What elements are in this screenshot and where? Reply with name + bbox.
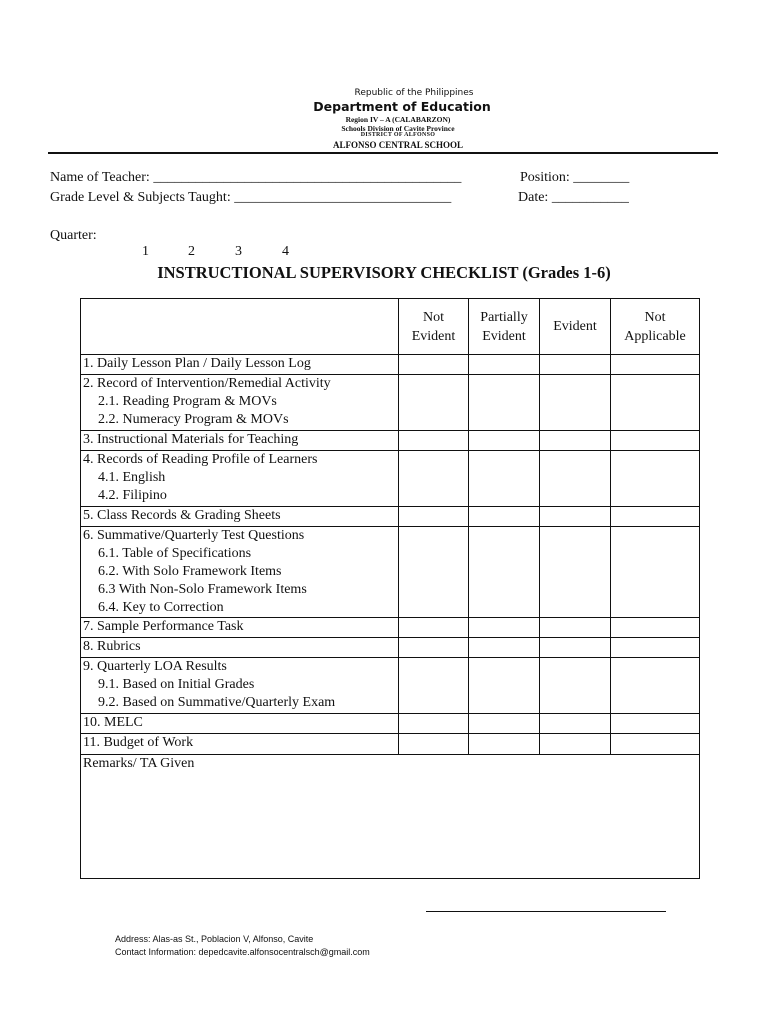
checklist-item-cell (81, 355, 399, 375)
not-applicable-checkbox-cell[interactable] (611, 355, 700, 375)
not-applicable-checkbox-cell[interactable] (611, 375, 700, 431)
checklist-item-label: 5. Class Records & Grading Sheets (83, 508, 281, 523)
checklist-item-cell (81, 375, 399, 431)
checklist-row (81, 355, 700, 375)
checklist-row (81, 714, 700, 734)
partially-evident-header-line2: Evident (482, 328, 526, 344)
partially-evident-checkbox-cell[interactable] (469, 527, 540, 618)
not-evident-checkbox-cell[interactable] (399, 638, 469, 658)
evident-checkbox-cell[interactable] (540, 355, 611, 375)
region-heading: Region IV – A (CALABARZON) (345, 115, 451, 124)
checklist-item-cell (81, 618, 399, 638)
evident-checkbox-cell[interactable] (540, 431, 611, 451)
checklist-subitem-label: 4.1. English (98, 470, 166, 485)
not-applicable-checkbox-cell[interactable] (611, 451, 700, 507)
not-applicable-checkbox-cell[interactable] (611, 618, 700, 638)
district-heading: DISTRICT OF ALFONSO (360, 132, 436, 138)
checklist-subitem-label: 2.2. Numeracy Program & MOVs (98, 412, 289, 427)
checklist-row (81, 375, 700, 431)
checklist-item-cell (81, 638, 399, 658)
not-applicable-checkbox-cell[interactable] (611, 638, 700, 658)
not-evident-checkbox-cell[interactable] (399, 355, 469, 375)
teacher-name-field: Name of Teacher: ____________________________________________ (50, 170, 462, 185)
checklist-item-label: 2. Record of Intervention/Remedial Activity (83, 376, 331, 391)
not-applicable-checkbox-cell[interactable] (611, 507, 700, 527)
not-applicable-header-line1: Not (644, 309, 666, 325)
checklist-item-cell (81, 658, 399, 714)
checklist-item-label: 11. Budget of Work (83, 735, 194, 750)
checklist-subitem-label: 6.3 With Non-Solo Framework Items (98, 582, 307, 597)
partially-evident-checkbox-cell[interactable] (469, 658, 540, 714)
evident-header (540, 299, 611, 355)
checklist-title: INSTRUCTIONAL SUPERVISORY CHECKLIST (Grades 1-6) (157, 263, 611, 282)
not-applicable-checkbox-cell[interactable] (611, 527, 700, 618)
checklist-row (81, 507, 700, 527)
checklist-subitem-label: 9.1. Based on Initial Grades (98, 677, 255, 692)
partially-evident-checkbox-cell[interactable] (469, 714, 540, 734)
item-header-cell (81, 299, 399, 355)
remarks-label: Remarks/ TA Given (83, 756, 195, 771)
checklist-subitem-label: 6.4. Key to Correction (98, 600, 224, 615)
checklist-item-cell (81, 527, 399, 618)
checklist-item-cell (81, 714, 399, 734)
not-applicable-checkbox-cell[interactable] (611, 658, 700, 714)
checklist-row (81, 734, 700, 755)
evident-checkbox-cell[interactable] (540, 734, 611, 755)
footer-contact: Contact Information: depedcavite.alfonsocentralsch@gmail.com (115, 947, 370, 957)
checklist-subitem-label: 2.1. Reading Program & MOVs (98, 394, 277, 409)
partially-evident-checkbox-cell[interactable] (469, 355, 540, 375)
partially-evident-checkbox-cell[interactable] (469, 431, 540, 451)
not-evident-checkbox-cell[interactable] (399, 431, 469, 451)
checklist-item-label: 7. Sample Performance Task (83, 619, 244, 634)
quarter-option-3: 3 (235, 244, 242, 259)
republic-heading: Republic of the Philippines (354, 88, 474, 98)
evident-checkbox-cell[interactable] (540, 451, 611, 507)
evident-checkbox-cell[interactable] (540, 638, 611, 658)
checklist-row (81, 618, 700, 638)
division-heading: Schools Division of Cavite Province (341, 124, 455, 133)
evident-checkbox-cell[interactable] (540, 507, 611, 527)
footer-address: Address: Alas-as St., Poblacion V, Alfonso, Cavite (115, 934, 314, 944)
checklist-item-cell (81, 734, 399, 755)
checklist-item-label: 3. Instructional Materials for Teaching (83, 432, 299, 447)
partially-evident-checkbox-cell[interactable] (469, 507, 540, 527)
partially-evident-header-line1: Partially (480, 309, 528, 325)
checklist-subitem-label: 4.2. Filipino (98, 488, 167, 503)
checklist-row (81, 431, 700, 451)
partially-evident-header (469, 299, 540, 355)
checklist-table (80, 298, 700, 879)
not-evident-header-line1: Not (423, 309, 444, 325)
quarter-option-1: 1 (142, 244, 149, 259)
partially-evident-checkbox-cell[interactable] (469, 638, 540, 658)
not-applicable-checkbox-cell[interactable] (611, 431, 700, 451)
not-applicable-checkbox-cell[interactable] (611, 714, 700, 734)
partially-evident-checkbox-cell[interactable] (469, 618, 540, 638)
not-evident-checkbox-cell[interactable] (399, 527, 469, 618)
remarks-row (81, 755, 700, 879)
evident-checkbox-cell[interactable] (540, 618, 611, 638)
evident-checkbox-cell[interactable] (540, 658, 611, 714)
department-heading: Department of Education (313, 99, 491, 114)
checklist-item-cell (81, 507, 399, 527)
not-evident-checkbox-cell[interactable] (399, 618, 469, 638)
checklist-item-label: 6. Summative/Quarterly Test Questions (83, 528, 305, 543)
not-evident-checkbox-cell[interactable] (399, 507, 469, 527)
partially-evident-checkbox-cell[interactable] (469, 451, 540, 507)
checklist-item-cell (81, 451, 399, 507)
not-applicable-header-line2: Applicable (624, 328, 686, 344)
checklist-item-label: 4. Records of Reading Profile of Learners (83, 452, 318, 467)
partially-evident-checkbox-cell[interactable] (469, 734, 540, 755)
not-evident-checkbox-cell[interactable] (399, 734, 469, 755)
quarter-label: Quarter: (50, 228, 97, 243)
checklist-row (81, 527, 700, 618)
table-header-row (81, 299, 700, 355)
checklist-item-label: 10. MELC (83, 715, 143, 730)
checklist-row (81, 638, 700, 658)
signature-line (426, 911, 666, 912)
not-evident-checkbox-cell[interactable] (399, 714, 469, 734)
quarter-option-4: 4 (282, 244, 289, 259)
quarter-option-2: 2 (188, 244, 195, 259)
not-evident-checkbox-cell[interactable] (399, 375, 469, 431)
checklist-item-label: 8. Rubrics (83, 639, 141, 654)
checklist-item-label: 9. Quarterly LOA Results (83, 659, 227, 674)
school-heading: ALFONSO CENTRAL SCHOOL (332, 140, 464, 150)
checklist-subitem-label: 9.2. Based on Summative/Quarterly Exam (98, 695, 336, 710)
checklist-row (81, 658, 700, 714)
date-field: Date: ___________ (518, 190, 629, 205)
partially-evident-checkbox-cell[interactable] (469, 375, 540, 431)
checklist-subitem-label: 6.2. With Solo Framework Items (98, 564, 282, 579)
grade-level-field: Grade Level & Subjects Taught: _______________________________ (50, 190, 452, 205)
evident-header-text: Evident (553, 319, 597, 334)
not-evident-header (399, 299, 469, 355)
checklist-item-cell (81, 431, 399, 451)
evident-checkbox-cell[interactable] (540, 527, 611, 618)
not-evident-checkbox-cell[interactable] (399, 451, 469, 507)
checklist-subitem-label: 6.1. Table of Specifications (98, 546, 252, 561)
header-divider (48, 152, 718, 154)
not-evident-header-line2: Evident (411, 328, 456, 344)
not-applicable-header (611, 299, 700, 355)
not-applicable-checkbox-cell[interactable] (611, 734, 700, 755)
checklist-item-label: 1. Daily Lesson Plan / Daily Lesson Log (83, 356, 311, 371)
checklist-row (81, 451, 700, 507)
not-evident-checkbox-cell[interactable] (399, 658, 469, 714)
remarks-cell[interactable] (81, 755, 700, 879)
evident-checkbox-cell[interactable] (540, 375, 611, 431)
position-field: Position: ________ (520, 170, 630, 185)
evident-checkbox-cell[interactable] (540, 714, 611, 734)
